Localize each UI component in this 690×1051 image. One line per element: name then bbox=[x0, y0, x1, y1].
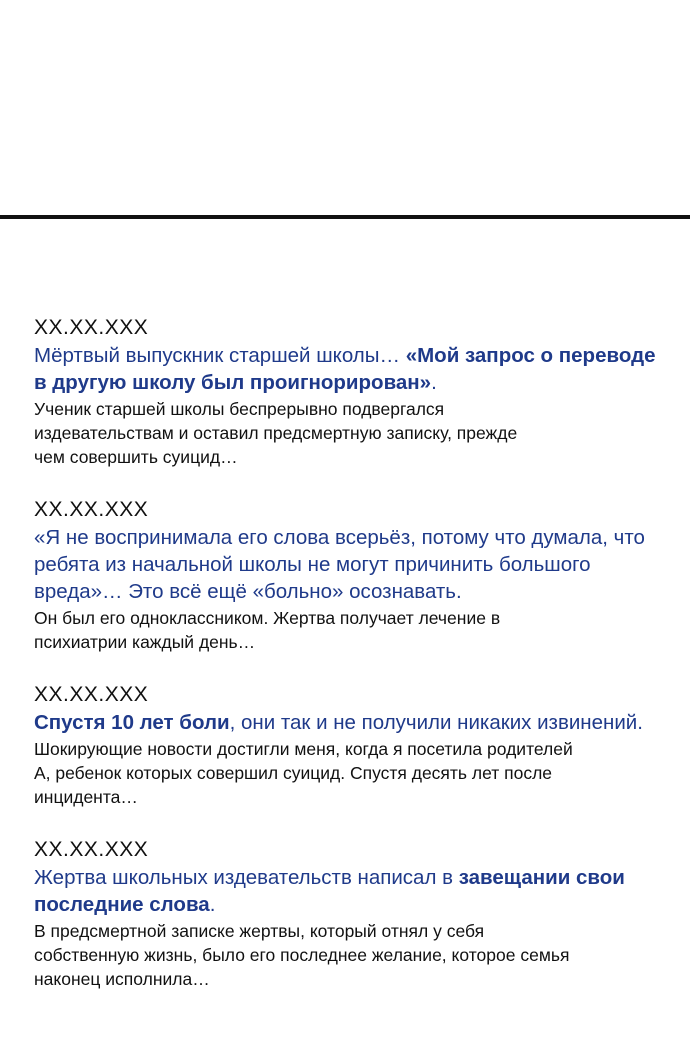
news-article[interactable] bbox=[34, 681, 670, 809]
summary-line: Он был его одноклассником. Жертва получает лечение в bbox=[34, 608, 501, 628]
summary-line: В предсмертной записке жертвы, который отнял у себя bbox=[34, 921, 485, 941]
headline-segment-bold: завещании свои последние слова bbox=[34, 866, 625, 916]
headline-segment: Мёртвый выпускник старшей школы… bbox=[34, 344, 406, 367]
article-headline[interactable] bbox=[34, 709, 670, 736]
article-date: XX.XX.XXX bbox=[34, 316, 149, 339]
summary-line: А, ребенок которых совершил суицид. Спустя десять лет после bbox=[34, 763, 553, 783]
article-headline[interactable] bbox=[34, 524, 670, 605]
summary-line: наконец исполнила… bbox=[34, 969, 210, 989]
news-article[interactable] bbox=[34, 836, 670, 991]
headline-segment: «Я не воспринимала его слова всерьёз, потому что думала, что ребята из начальной школы не могут причинить большого вреда»… Это всё ещё «больно» осознавать. bbox=[34, 526, 645, 603]
summary-line: чем совершить суицид… bbox=[34, 447, 238, 467]
summary-line: инцидента… bbox=[34, 787, 138, 807]
summary-line: Ученик старшей школы беспрерывно подвергался bbox=[34, 399, 445, 419]
article-summary bbox=[34, 919, 670, 991]
news-feed bbox=[34, 314, 670, 1018]
article-summary bbox=[34, 606, 670, 654]
article-date: XX.XX.XXX bbox=[34, 498, 149, 521]
article-headline[interactable] bbox=[34, 342, 670, 396]
summary-line: собственную жизнь, было его последнее желание, которое семья bbox=[34, 945, 570, 965]
headline-segment: Жертва школьных издевательств написал в bbox=[34, 866, 459, 889]
page-divider bbox=[0, 215, 690, 219]
news-article[interactable] bbox=[34, 314, 670, 469]
headline-segment: , они так и не получили никаких извинений. bbox=[229, 711, 643, 734]
headline-segment: . bbox=[209, 893, 216, 916]
article-headline[interactable] bbox=[34, 864, 670, 918]
article-summary bbox=[34, 397, 670, 469]
summary-line: Шокирующие новости достигли меня, когда я посетила родителей bbox=[34, 739, 573, 759]
summary-line: психиатрии каждый день… bbox=[34, 632, 256, 652]
article-date: XX.XX.XXX bbox=[34, 838, 149, 861]
article-date: XX.XX.XXX bbox=[34, 683, 149, 706]
headline-segment-bold: «Мой запрос о переводе в другую школу был проигнорирован» bbox=[34, 344, 656, 394]
article-summary bbox=[34, 737, 670, 809]
headline-segment-bold: Спустя 10 лет боли bbox=[34, 711, 230, 734]
summary-line: издевательствам и оставил предсмертную записку, прежде bbox=[34, 423, 518, 443]
headline-segment: . bbox=[431, 371, 437, 394]
news-article[interactable] bbox=[34, 496, 670, 654]
